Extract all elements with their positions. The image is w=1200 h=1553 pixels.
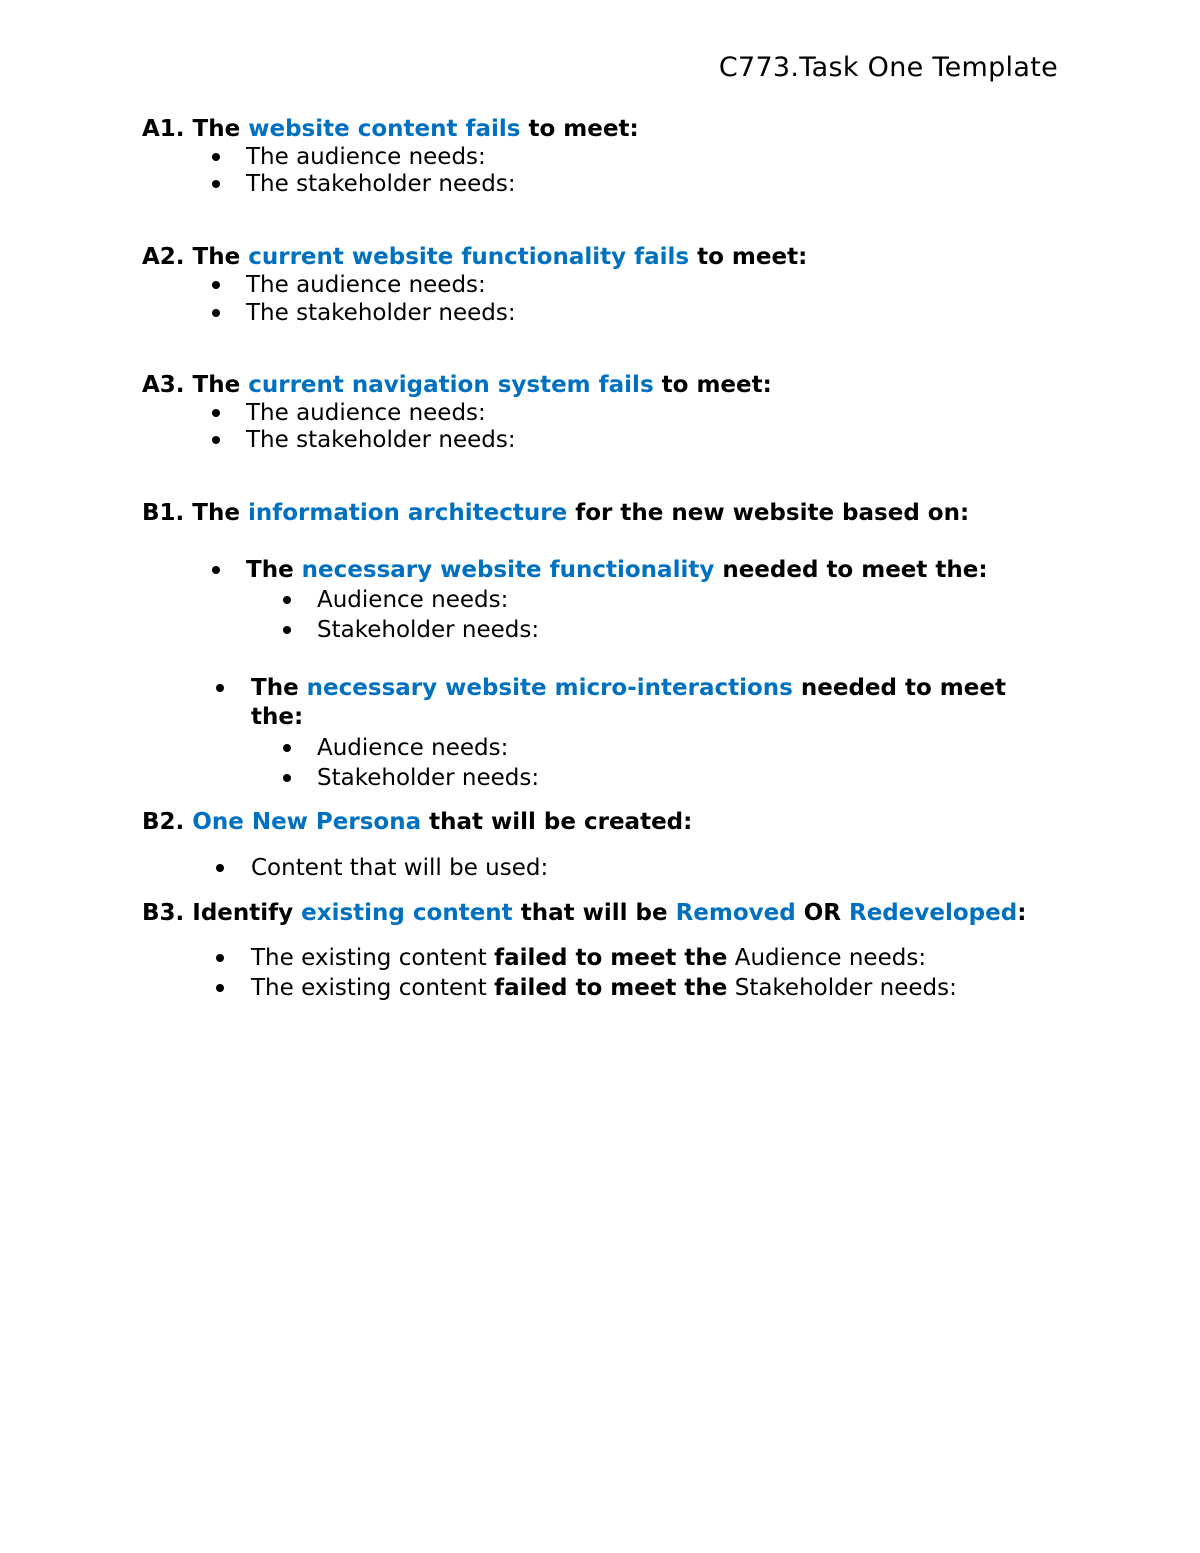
document-title: C773.Task One Template: [718, 52, 1058, 83]
bullet-dot: [212, 281, 220, 289]
b1-micro-suffix: needed to meet: [792, 675, 1006, 701]
bullet-dot: [212, 180, 220, 188]
bullet-dot: [283, 774, 291, 782]
heading-a1: [142, 115, 639, 143]
heading-b3-colon: :: [1017, 900, 1027, 926]
a1-stakeholder-needs: The stakeholder needs:: [246, 171, 516, 197]
b1-micro-audience-needs: Audience needs:: [317, 735, 509, 761]
heading-b2: [142, 808, 692, 836]
heading-a2-suffix: to meet:: [689, 244, 808, 270]
heading-a3-highlight: current navigation system fails: [248, 372, 654, 398]
b3-bullet2-prefix: The existing content: [251, 975, 495, 1001]
b3-bullet1-prefix: The existing content: [251, 945, 495, 971]
b3-bullet1-suffix: Audience needs:: [727, 945, 927, 971]
b1-micro-stakeholder-needs: Stakeholder needs:: [317, 765, 540, 791]
bullet-dot: [212, 153, 220, 161]
b1-functionality-item: [246, 556, 988, 584]
heading-b3: [142, 899, 1026, 927]
heading-b2-label: B2.: [142, 809, 193, 835]
b1-micro-prefix: The: [251, 675, 307, 701]
heading-b3-or: OR: [795, 900, 849, 926]
heading-b2-suffix: that will be created:: [421, 809, 693, 835]
b3-bullet2-suffix: Stakeholder needs:: [727, 975, 957, 1001]
heading-a2-label: A2. The: [142, 244, 249, 270]
bullet-dot: [283, 626, 291, 634]
b3-bullet2-bold: failed to meet the: [494, 975, 728, 1001]
bullet-dot: [216, 864, 224, 872]
heading-b3-label: B3. Identify: [142, 900, 302, 926]
bullet-dot: [283, 744, 291, 752]
heading-b3-mid: that will be: [512, 900, 676, 926]
a3-stakeholder-needs: The stakeholder needs:: [246, 427, 516, 453]
b1-func-highlight: necessary website functionality: [301, 557, 715, 583]
bullet-dot: [216, 684, 224, 692]
bullet-dot: [212, 566, 220, 574]
b1-micro-item-cont: the:: [251, 704, 304, 730]
b1-micro-item: [251, 674, 1006, 702]
heading-a3-suffix: to meet:: [653, 372, 772, 398]
bullet-dot: [212, 309, 220, 317]
heading-b1-suffix: for the new website based on:: [567, 500, 970, 526]
heading-b1-label: B1. The: [142, 500, 248, 526]
b3-audience-item: [251, 944, 926, 972]
bullet-dot: [216, 954, 224, 962]
bullet-dot: [212, 436, 220, 444]
bullet-dot: [216, 984, 224, 992]
heading-b1-highlight: information architecture: [247, 500, 568, 526]
b1-micro-highlight: necessary website micro-interactions: [306, 675, 793, 701]
b1-func-audience-needs: Audience needs:: [317, 587, 509, 613]
a1-audience-needs: The audience needs:: [246, 144, 486, 170]
heading-a3-label: A3. The: [142, 372, 249, 398]
b1-func-suffix: needed to meet the:: [714, 557, 988, 583]
heading-b2-highlight: One New Persona: [192, 809, 422, 835]
heading-a3: [142, 371, 772, 399]
bullet-dot: [212, 409, 220, 417]
heading-b3-highlight: existing content: [301, 900, 513, 926]
b3-stakeholder-item: [251, 974, 957, 1002]
heading-a1-label: A1. The: [142, 116, 249, 142]
b1-func-prefix: The: [246, 557, 302, 583]
heading-a2: [142, 243, 807, 271]
b3-bullet1-bold: failed to meet the: [494, 945, 728, 971]
heading-a1-highlight: website content fails: [248, 116, 521, 142]
a2-audience-needs: The audience needs:: [246, 272, 486, 298]
heading-b1: [142, 499, 969, 527]
a3-audience-needs: The audience needs:: [246, 400, 486, 426]
heading-b3-removed: Removed: [675, 900, 796, 926]
heading-b3-redeveloped: Redeveloped: [849, 900, 1018, 926]
heading-a1-suffix: to meet:: [520, 116, 639, 142]
b1-func-stakeholder-needs: Stakeholder needs:: [317, 617, 540, 643]
bullet-dot: [283, 596, 291, 604]
heading-a2-highlight: current website functionality fails: [248, 244, 690, 270]
b2-content-item: Content that will be used:: [251, 855, 549, 881]
a2-stakeholder-needs: The stakeholder needs:: [246, 300, 516, 326]
